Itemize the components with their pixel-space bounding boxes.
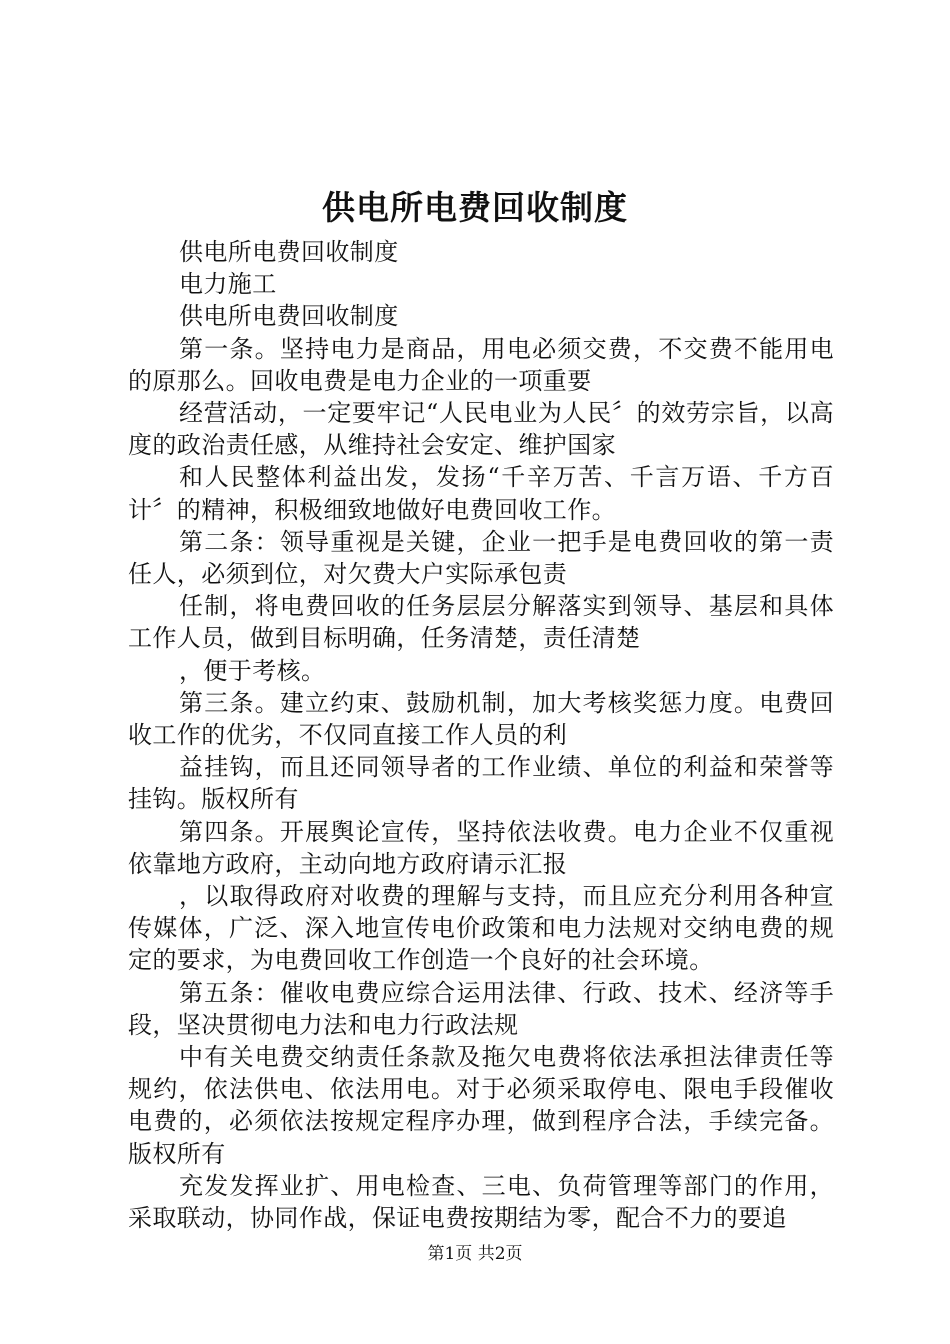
paragraph: ，便于考核。 bbox=[179, 656, 326, 685]
paragraph: 第四条。开展舆论宣传，坚持依法收费。电力企业不仅重视依靠地方政府，主动向地方政府请示汇报 bbox=[128, 817, 834, 878]
paragraph: 第五条：催收电费应综合运用法律、行政、技术、经济等手段，坚决贯彻电力法和电力行政法规 bbox=[128, 978, 834, 1039]
paragraph: 供电所电费回收制度 bbox=[179, 238, 399, 266]
paragraph: 益挂钩，而且还同领导者的工作业绩、单位的利益和荣誉等挂钩。版权所有 bbox=[128, 753, 834, 814]
document-body bbox=[128, 236, 834, 1234]
paragraph: 供电所电费回收制度 bbox=[179, 302, 399, 331]
paragraph: 第二条：领导重视是关键，企业一把手是电费回收的第一责任人，必须到位，对欠费大户实际承包责 bbox=[128, 527, 834, 589]
page-number-footer: 第1页 共2页 bbox=[427, 1244, 523, 1264]
document-title: 供电所电费回收制度 bbox=[322, 188, 628, 227]
paragraph: 中有关电费交纳责任条款及拖欠电费将依法承担法律责任等规约，依法供电、依法用电。对于必须采取停电、限电手段催收电费的，必须依法按规定程序办理，做到程序合法，手续完备。版权所有 bbox=[128, 1043, 834, 1168]
paragraph: 任制，将电费回收的任务层层分解落实到领导、基层和具体工作人员，做到目标明确，任务清楚，责任清楚 bbox=[128, 592, 834, 653]
paragraph: 电力施工 bbox=[179, 270, 277, 299]
paragraph: 充发发挥业扩、用电检查、三电、负荷管理等部门的作用，采取联动，协同作战，保证电费按期结为零，配合不力的要追 bbox=[128, 1171, 834, 1233]
paragraph: 第三条。建立约束、鼓励机制，加大考核奖惩力度。电费回收工作的优劣，不仅同直接工作人员的利 bbox=[128, 688, 834, 750]
paragraph: 第一条。坚持电力是商品，用电必须交费，不交费不能用电的原那么。回收电费是电力企业的一项重要 bbox=[128, 334, 834, 395]
paragraph: ，以取得政府对收费的理解与支持，而且应充分利用各种宣传媒体，广泛、深入地宣传电价政策和电力法规对交纳电费的规定的要求，为电费回收工作创造一个良好的社会环境。 bbox=[128, 882, 834, 975]
paragraph: 和人民整体利益出发，发扬“千辛万苦、千言万语、千方百计〞的精神，积极细致地做好电费回收工作。 bbox=[128, 463, 834, 524]
paragraph: 经营活动，一定要牢记“人民电业为人民〞的效劳宗旨，以高度的政治责任感，从维持社会安定、维护国家 bbox=[128, 399, 834, 460]
